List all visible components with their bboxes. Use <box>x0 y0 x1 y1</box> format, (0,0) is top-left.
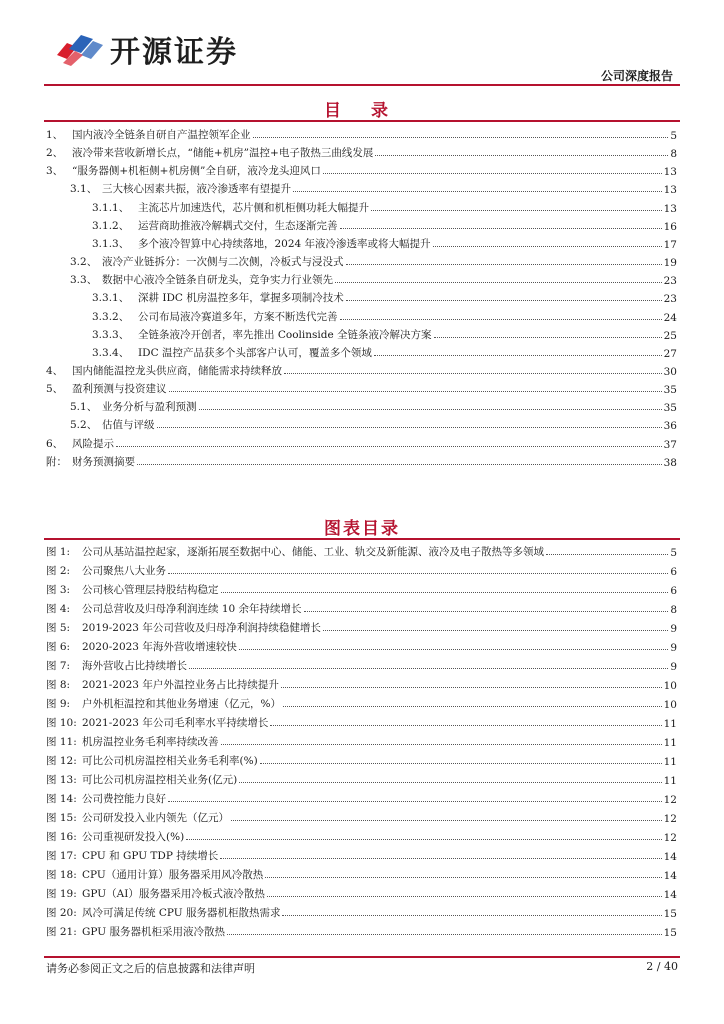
entry-page: 12 <box>663 832 677 844</box>
entry-number: 图 15: <box>46 812 77 824</box>
entry-number: 图 3: <box>46 584 71 596</box>
entry-number: 3.3、 <box>70 274 98 287</box>
figure-entry[interactable] <box>46 845 677 863</box>
toc-entry[interactable] <box>46 342 677 360</box>
toc-entry[interactable] <box>46 215 677 233</box>
entry-number: 图 21: <box>46 926 77 938</box>
entry-page: 5 <box>670 130 677 142</box>
figure-entry[interactable] <box>46 731 677 749</box>
footer-rule <box>44 956 680 958</box>
figure-entry[interactable] <box>46 598 677 616</box>
entry-text: 公司研发投入业内领先（亿元） <box>82 812 229 824</box>
entry-page: 14 <box>663 851 677 863</box>
entry-page: 10 <box>663 680 677 692</box>
entry-text: 主流芯片加速迭代，芯片侧和机柜侧功耗大幅提升 <box>138 201 369 214</box>
entry-page: 13 <box>663 202 677 215</box>
leader-dots <box>220 858 661 859</box>
entry-page: 13 <box>663 184 677 197</box>
page-number: 2 / 40 <box>646 960 678 973</box>
leader-dots <box>323 173 662 174</box>
entry-text: 公司聚焦八大业务 <box>82 565 166 577</box>
entry-text: 液冷产业链拆分：一次侧与二次侧，冷板式与浸没式 <box>102 256 344 269</box>
entry-number: 3.3.4、 <box>92 346 130 359</box>
entry-page: 11 <box>663 756 677 768</box>
toc-entry[interactable] <box>46 451 677 469</box>
entry-number: 图 8: <box>46 679 71 691</box>
toc-entry[interactable] <box>46 269 677 287</box>
entry-number: 4、 <box>46 364 64 377</box>
figures-title-rule <box>44 538 680 540</box>
entry-text: “服务器侧+机柜侧+机房侧”全自研，液冷龙头迎风口 <box>72 165 321 178</box>
toc-entry[interactable] <box>46 378 677 396</box>
entry-number: 图 7: <box>46 660 71 672</box>
entry-text: 户外机柜温控和其他业务增速（亿元，%） <box>82 698 281 710</box>
leader-dots <box>186 839 661 840</box>
entry-text: 风冷可满足传统 CPU 服务器机柜散热需求 <box>82 907 281 919</box>
entry-page: 27 <box>663 347 677 360</box>
entry-number: 图 16: <box>46 831 77 843</box>
entry-number: 3.3.2、 <box>92 310 130 323</box>
entry-number: 图 5: <box>46 622 71 634</box>
entry-number: 3、 <box>46 165 64 178</box>
figure-entry[interactable] <box>46 579 677 597</box>
entry-text: 国内储能温控龙头供应商，储能需求持续释放 <box>72 364 282 377</box>
entry-number: 3.1.3、 <box>92 237 130 250</box>
entry-number: 5.2、 <box>70 419 98 432</box>
leader-dots <box>169 391 662 392</box>
leader-dots <box>434 337 662 338</box>
entry-text: 公司布局液冷赛道多年，方案不断迭代完善 <box>138 310 338 323</box>
leader-dots <box>168 801 662 802</box>
figure-entry[interactable] <box>46 636 677 654</box>
entry-page: 8 <box>670 604 677 616</box>
entry-number: 图 10: <box>46 717 77 729</box>
entry-page: 37 <box>663 438 677 451</box>
figure-entry[interactable] <box>46 712 677 730</box>
entry-page: 13 <box>663 166 677 179</box>
entry-page: 8 <box>670 148 677 161</box>
leader-dots <box>346 300 662 301</box>
entry-text: 可比公司机房温控相关业务(亿元) <box>82 774 238 786</box>
entry-number: 图 9: <box>46 698 71 710</box>
entry-text: 多个液冷智算中心持续落地，2024 年液冷渗透率或将大幅提升 <box>138 237 431 250</box>
toc-title-rule <box>44 120 680 122</box>
leader-dots <box>335 282 662 283</box>
entry-page: 23 <box>663 275 677 288</box>
entry-text: 机房温控业务毛利率持续改善 <box>82 736 219 748</box>
toc-entry[interactable] <box>46 160 677 178</box>
leader-dots <box>433 246 662 247</box>
entry-text: IDC 温控产品获多个头部客户认可，覆盖多个领域 <box>138 346 372 359</box>
leader-dots <box>546 554 668 555</box>
entry-page: 23 <box>663 293 677 306</box>
entry-page: 25 <box>663 329 677 342</box>
entry-page: 9 <box>670 623 677 635</box>
leader-dots <box>168 573 668 574</box>
leader-dots <box>284 373 662 374</box>
leader-dots <box>116 446 662 447</box>
figure-entry[interactable] <box>46 655 677 673</box>
leader-dots <box>374 355 662 356</box>
entry-text: CPU 和 GPU TDP 持续增长 <box>82 850 219 862</box>
leader-dots <box>371 210 662 211</box>
leader-dots <box>199 409 662 410</box>
entry-page: 11 <box>663 775 677 787</box>
entry-page: 24 <box>663 311 677 324</box>
entry-text: 运营商助推液冷解耦式交付，生态逐渐完善 <box>138 219 338 232</box>
entry-page: 6 <box>670 566 677 578</box>
entry-text: CPU（通用计算）服务器采用风冷散热 <box>82 869 264 881</box>
figure-entry[interactable] <box>46 750 677 768</box>
entry-text: 公司重视研发投入(%) <box>82 831 185 843</box>
leader-dots <box>270 725 661 726</box>
entry-page: 14 <box>663 889 677 901</box>
entry-number: 图 13: <box>46 774 77 786</box>
entry-text: 公司核心管理层持股结构稳定 <box>82 584 219 596</box>
figure-entry[interactable] <box>46 617 677 635</box>
entry-number: 图 19: <box>46 888 77 900</box>
header-rule <box>44 84 680 86</box>
entry-page: 6 <box>670 585 677 597</box>
entry-number: 3.1.2、 <box>92 219 130 232</box>
entry-number: 图 11: <box>46 736 77 748</box>
entry-number: 附： <box>46 455 67 468</box>
entry-text: 财务预测摘要 <box>72 455 135 468</box>
toc-entry[interactable] <box>46 178 677 196</box>
entry-text: 公司总营收及归母净利润连续 10 余年持续增长 <box>82 603 302 615</box>
entry-page: 19 <box>663 257 677 270</box>
toc-title: 目 录 <box>324 101 400 121</box>
leader-dots <box>267 896 662 897</box>
entry-text: 2021-2023 年公司毛利率水平持续增长 <box>82 717 269 729</box>
entry-page: 30 <box>663 365 677 378</box>
entry-number: 图 17: <box>46 850 77 862</box>
entry-number: 图 4: <box>46 603 71 615</box>
leader-dots <box>304 611 669 612</box>
toc-entry[interactable] <box>46 197 677 215</box>
leader-dots <box>283 706 662 707</box>
toc-entry[interactable] <box>46 324 677 342</box>
entry-text: 国内液冷全链条自研自产温控领军企业 <box>72 129 251 141</box>
logo-text: 开源证券 <box>110 35 238 70</box>
leader-dots <box>340 228 662 229</box>
entry-number: 3.3.1、 <box>92 292 130 305</box>
footer-disclaimer: 请务必参阅正文之后的信息披露和法律声明 <box>46 962 255 975</box>
toc-entry[interactable] <box>46 233 677 251</box>
toc-entry[interactable] <box>46 433 677 451</box>
toc-entry[interactable] <box>46 124 677 142</box>
toc-entry[interactable] <box>46 251 677 269</box>
entry-page: 35 <box>663 402 677 415</box>
leader-dots <box>221 744 662 745</box>
leader-dots <box>221 592 669 593</box>
entry-text: 海外营收占比持续增长 <box>82 660 187 672</box>
leader-dots <box>265 877 661 878</box>
entry-text: 可比公司机房温控相关业务毛利率(%) <box>82 755 258 767</box>
entry-text: 估值与评级 <box>102 419 155 432</box>
entry-text: 三大核心因素共振，液冷渗透率有望提升 <box>102 183 291 196</box>
figures-title: 图表目录 <box>324 519 400 539</box>
figure-entry[interactable] <box>46 560 677 578</box>
entry-number: 图 12: <box>46 755 77 767</box>
figure-entry[interactable] <box>46 807 677 825</box>
entry-page: 35 <box>663 384 677 397</box>
report-type: 公司深度报告 <box>600 69 673 83</box>
figure-entry[interactable] <box>46 826 677 844</box>
entry-page: 17 <box>663 238 677 251</box>
entry-text: 公司费控能力良好 <box>82 793 166 805</box>
leader-dots <box>282 915 661 916</box>
toc-entry[interactable] <box>46 142 677 160</box>
figure-entry[interactable] <box>46 693 677 711</box>
leader-dots <box>227 934 662 935</box>
figure-entry[interactable] <box>46 788 677 806</box>
entry-number: 图 20: <box>46 907 77 919</box>
entry-number: 3.2、 <box>70 256 98 269</box>
entry-text: 公司从基站温控起家，逐渐拓展至数据中心、储能、工业、轨交及新能源、液冷及电子散热等多领域 <box>82 546 544 558</box>
entry-number: 3.1.1、 <box>92 201 130 214</box>
entry-page: 12 <box>663 794 677 806</box>
entry-page: 11 <box>663 737 677 749</box>
figure-entry[interactable] <box>46 921 677 939</box>
entry-page: 11 <box>663 718 677 730</box>
entry-number: 3.3.3、 <box>92 328 130 341</box>
toc-entry[interactable] <box>46 414 677 432</box>
leader-dots <box>231 820 662 821</box>
entry-number: 5、 <box>46 383 64 396</box>
entry-number: 图 1: <box>46 546 71 558</box>
entry-page: 38 <box>663 456 677 469</box>
entry-text: 数据中心液冷全链条自研龙头，竞争实力行业领先 <box>102 274 333 287</box>
entry-text: 全链条液冷开创者，率先推出 Coolinside 全链条液冷解决方案 <box>138 328 432 341</box>
entry-text: 深耕 IDC 机房温控多年，掌握多项制冷技术 <box>138 292 344 305</box>
entry-page: 12 <box>663 813 677 825</box>
logo-icon <box>53 25 105 67</box>
figure-entry[interactable] <box>46 541 677 559</box>
leader-dots <box>346 264 662 265</box>
entry-text: 盈利预测与投资建议 <box>72 383 167 396</box>
leader-dots <box>189 668 668 669</box>
leader-dots <box>253 137 669 138</box>
entry-page: 15 <box>663 927 677 939</box>
entry-page: 14 <box>663 870 677 882</box>
entry-page: 9 <box>670 661 677 673</box>
entry-text: GPU 服务器机柜采用液冷散热 <box>82 926 225 938</box>
entry-number: 3.1、 <box>70 183 98 196</box>
entry-text: 2019-2023 年公司营收及归母净利润持续稳健增长 <box>82 622 321 634</box>
page-header <box>0 0 724 90</box>
leader-dots <box>293 191 662 192</box>
entry-text: 2021-2023 年户外温控业务占比持续提升 <box>82 679 279 691</box>
figure-entry[interactable] <box>46 864 677 882</box>
entry-text: 液冷带来营收新增长点，“储能+机房”温控+电子散热三曲线发展 <box>72 147 374 160</box>
leader-dots <box>239 649 668 650</box>
figure-entry[interactable] <box>46 769 677 787</box>
entry-number: 图 14: <box>46 793 77 805</box>
entry-page: 10 <box>663 699 677 711</box>
figure-entry[interactable] <box>46 883 677 901</box>
toc-entry[interactable] <box>46 306 677 324</box>
leader-dots <box>340 319 662 320</box>
entry-number: 5.1、 <box>70 401 98 414</box>
leader-dots <box>157 427 662 428</box>
entry-number: 图 6: <box>46 641 71 653</box>
entry-number: 1、 <box>46 129 64 141</box>
entry-text: 风险提示 <box>72 437 114 450</box>
entry-text: 业务分析与盈利预测 <box>102 401 197 414</box>
entry-page: 5 <box>670 547 677 559</box>
entry-page: 9 <box>670 642 677 654</box>
entry-page: 16 <box>663 220 677 233</box>
toc-entry[interactable] <box>46 287 677 305</box>
toc-entry[interactable] <box>46 360 677 378</box>
leader-dots <box>260 763 662 764</box>
figure-entry[interactable] <box>46 674 677 692</box>
figure-entry[interactable] <box>46 902 677 920</box>
entry-text: 2020-2023 年海外营收增速较快 <box>82 641 237 653</box>
leader-dots <box>375 155 668 156</box>
entry-number: 2、 <box>46 147 64 160</box>
leader-dots <box>323 630 668 631</box>
entry-number: 图 18: <box>46 869 77 881</box>
toc-entry[interactable] <box>46 396 677 414</box>
entry-text: GPU（AI）服务器采用冷板式液冷散热 <box>82 888 265 900</box>
entry-number: 图 2: <box>46 565 71 577</box>
entry-page: 15 <box>663 908 677 920</box>
leader-dots <box>239 782 661 783</box>
entry-page: 36 <box>663 420 677 433</box>
leader-dots <box>281 687 662 688</box>
entry-number: 6、 <box>46 437 64 450</box>
leader-dots <box>137 464 662 465</box>
